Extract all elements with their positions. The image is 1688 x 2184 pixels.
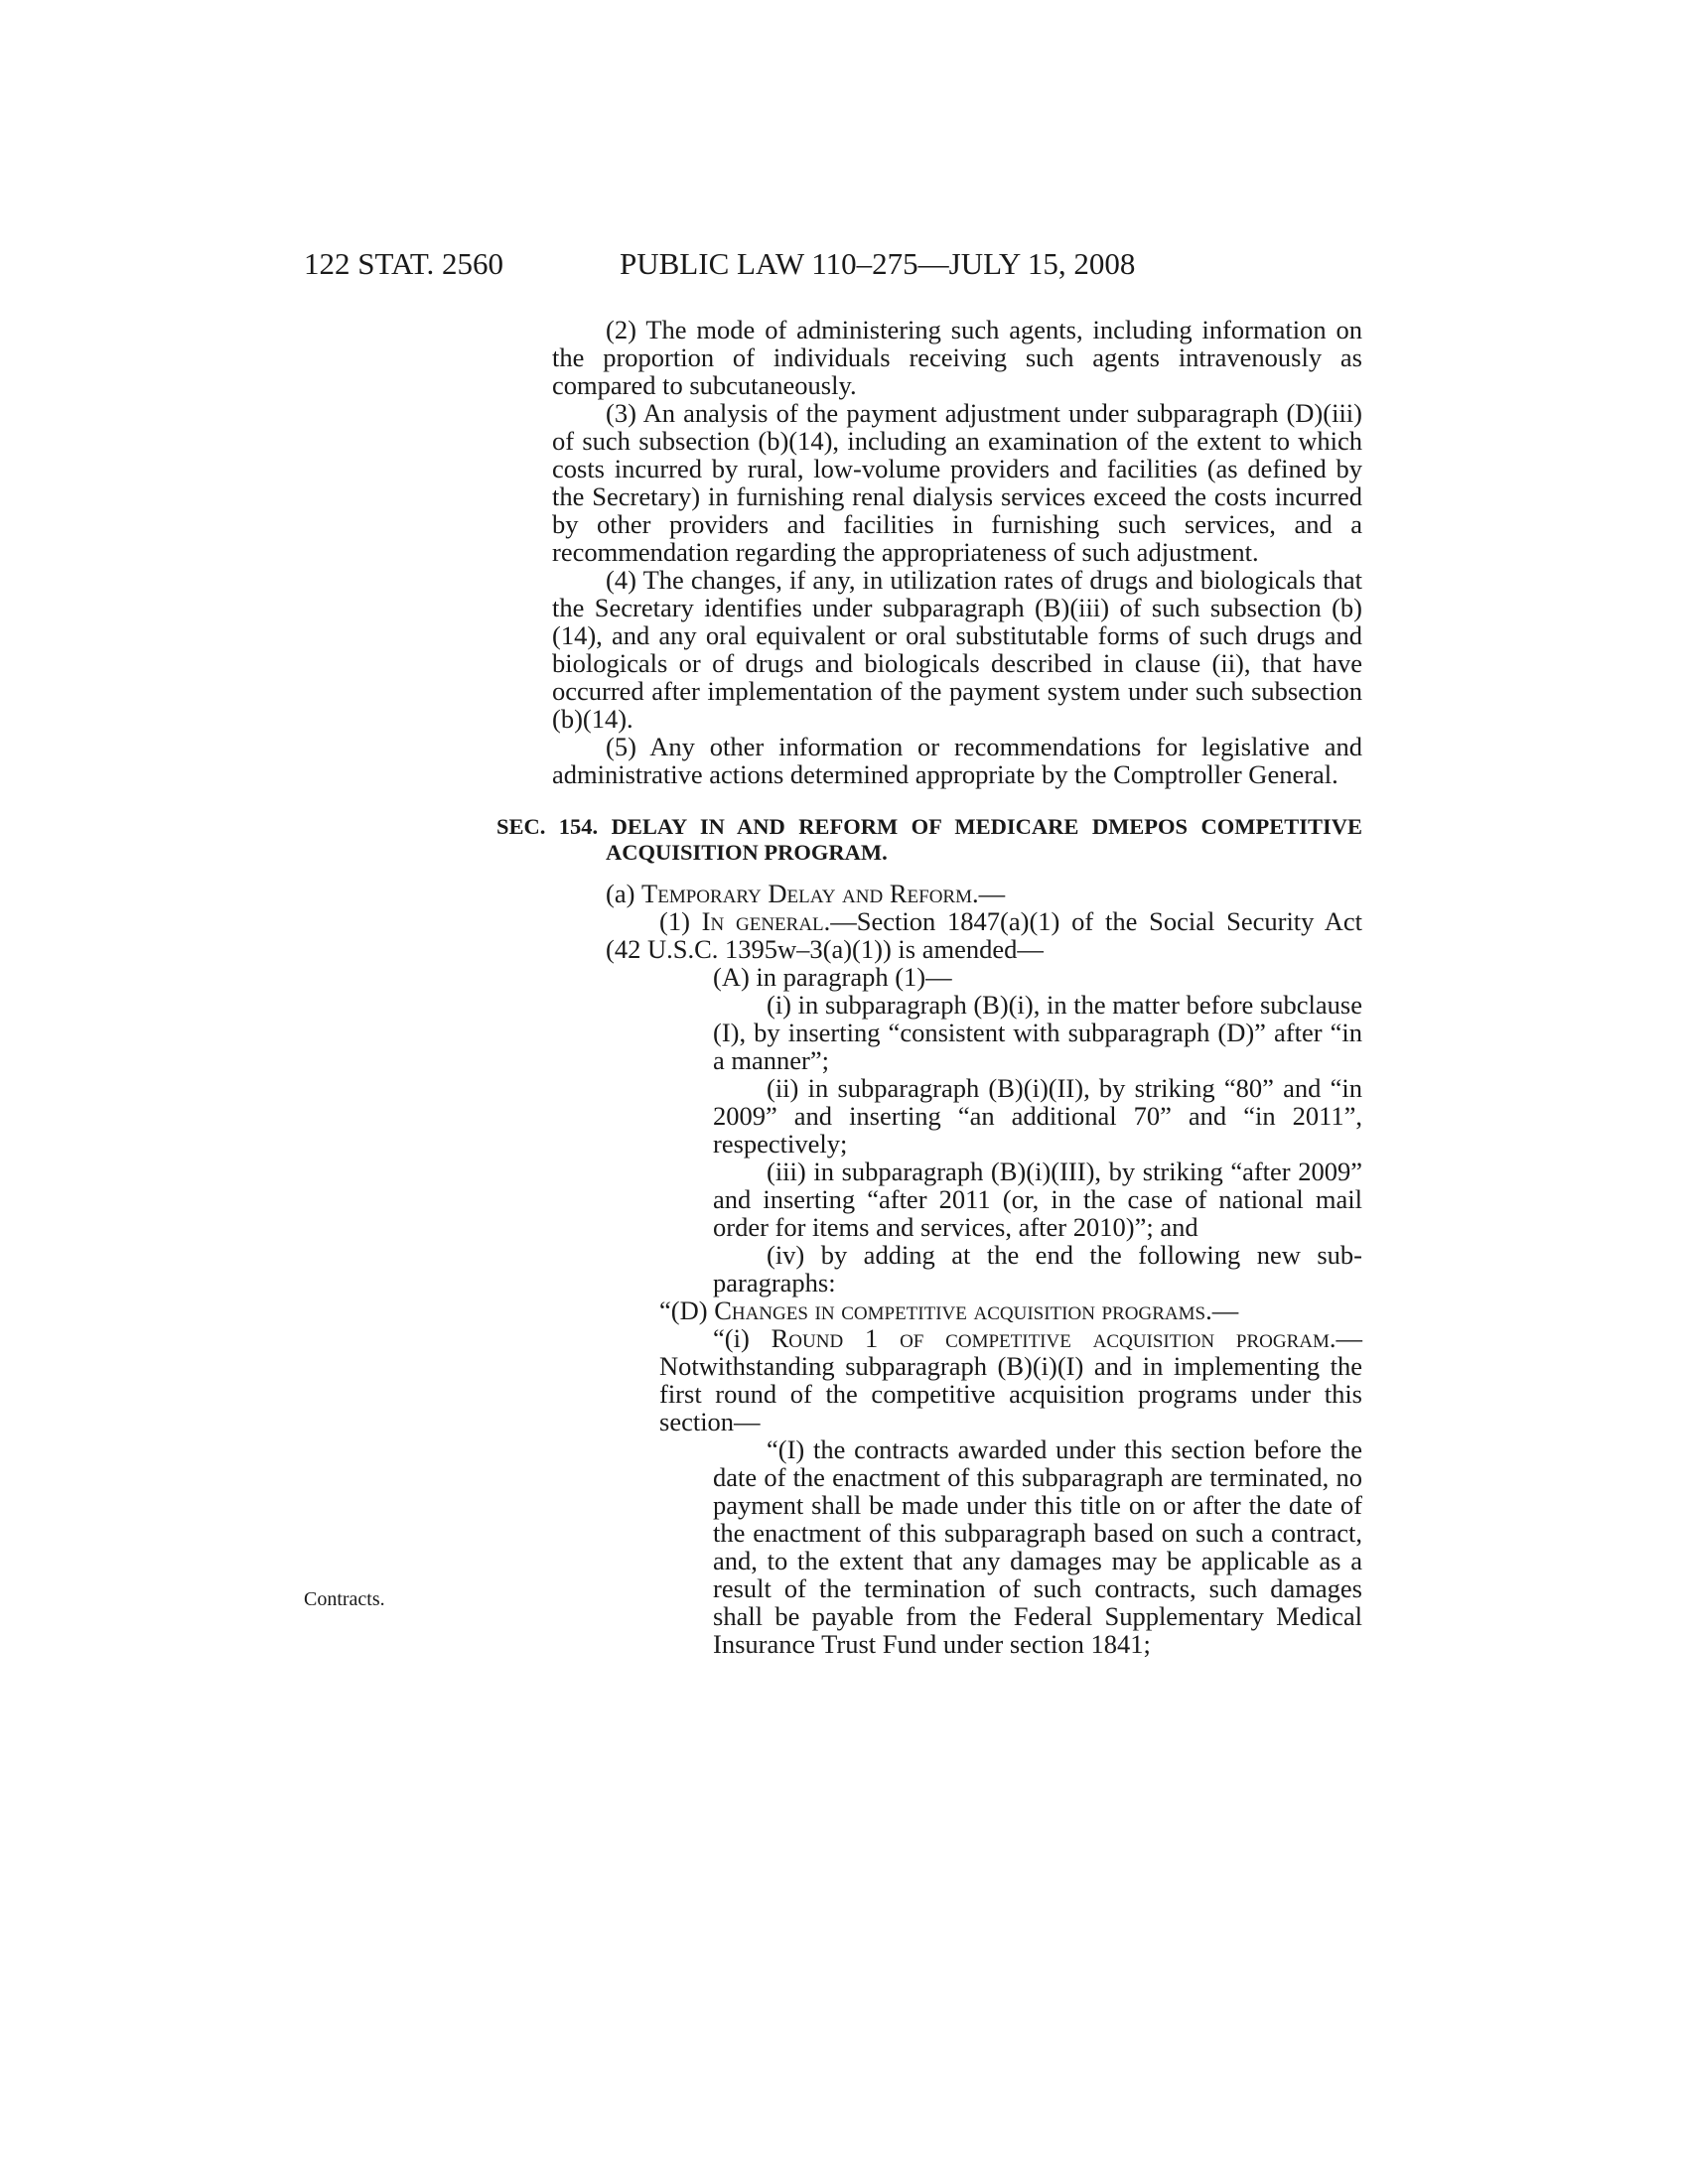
paragraph-1	[606, 907, 1362, 963]
paragraph-2: (2) The mode of administering such agents, including information on the proportion of individuals receiving such agents intravenously as compared to subcutaneously.	[552, 315, 1362, 400]
subsection-a	[552, 880, 1362, 907]
clause-iv: (iv) by adding at the end the following new subparagraphs:	[713, 1240, 1362, 1297]
paragraph-1-caption: In general	[701, 906, 824, 936]
new-subparagraph-D	[606, 1297, 1362, 1324]
new-subparagraph-D-dash: .—	[1205, 1296, 1239, 1325]
clause-iii: (iii) in subparagraph (B)(i)(III), by striking “after 2009” and inserting “after 2011 (or, in the case of national mail order for items and services, after 2010)”; and	[713, 1157, 1362, 1242]
new-clause-i-label: “(i)	[713, 1323, 772, 1353]
clause-ii: (ii) in subparagraph (B)(i)(II), by striking “80” and “in 2009” and inserting “an additional 70” and “in 2011”, respectively;	[713, 1073, 1362, 1159]
stat-citation: 122 STAT. 2560	[304, 246, 504, 281]
new-clause-i-text: .—Notwithstanding subparagraph (B)(i)(I) and in implementing the first round of the competitive acquisition programs under this section—	[659, 1323, 1363, 1436]
section-heading: SEC. 154. DELAY IN AND REFORM OF MEDICARE DMEPOS COMPETITIVE ACQUISITION PROGRAM.	[496, 814, 1362, 865]
subparagraph-A: (A) in paragraph (1)—	[713, 962, 952, 992]
body-text	[496, 315, 1363, 1659]
clause-i: (i) in subparagraph (B)(i), in the matter before subclause (I), by inserting “consistent with subparagraph (D)” after “in a manner”;	[713, 990, 1362, 1075]
page-header	[0, 246, 1688, 286]
new-clause-i	[659, 1324, 1362, 1435]
new-clause-i-caption: Round 1 of competitive acquisition program	[771, 1323, 1330, 1353]
paragraph-5: (5) Any other information or recommendations for legislative and administrative actions determined appropriate by the Comptroller General.	[552, 732, 1362, 789]
new-subclause-I: “(I) the contracts awarded under this section before the date of the enactment of this subparagraph are terminated, no payment shall be made under this title on or after the date of the enactment of this subparagraph based on such a contract, and, to the extent that any damages may be applicable as a result of the termination of such contracts, such damages shall be payable from the Federal Supplementary Medical Insurance Trust Fund under section 1841;	[713, 1434, 1362, 1659]
new-subparagraph-D-label: “(D)	[659, 1296, 715, 1325]
paragraph-3: (3) An analysis of the payment adjustment under subparagraph (D)(iii) of such subsection (b)(14), including an examination of the extent to which costs incurred by rural, low-volume providers and facilities (as defined by the Secretary) in furnishing renal dialysis services exceed the costs incurred by other providers and facilities in furnishing such services, and a recommendation regarding the appropriateness of such adjustment.	[552, 398, 1362, 567]
subsection-a-label: (a)	[606, 879, 642, 908]
subsection-a-caption: Temporary Delay and Reform	[641, 879, 972, 908]
new-subparagraph-D-caption: Changes in competitive acquisition programs	[714, 1296, 1206, 1325]
subsection-a-dash: .—	[971, 879, 1006, 908]
paragraph-1-text: .—Section 1847(a)(1) of the Social Security Act (42 U.S.C. 1395w–3(a)(1)) is amended—	[606, 906, 1362, 964]
running-head: PUBLIC LAW 110–275—JULY 15, 2008	[620, 246, 1136, 281]
paragraph-1-label: (1)	[659, 906, 702, 936]
margin-note-contracts: Contracts.	[304, 1588, 385, 1610]
paragraph-4: (4) The changes, if any, in utilization rates of drugs and biologicals that the Secretary identifies under subparagraph (B)(iii) of such subsection (b)(14), and any oral equivalent or oral substitutable forms of such drugs and biologicals or of drugs and biologicals described in clause (ii), that have occurred after implementation of the payment system under such subsection (b)(14).	[552, 565, 1362, 734]
